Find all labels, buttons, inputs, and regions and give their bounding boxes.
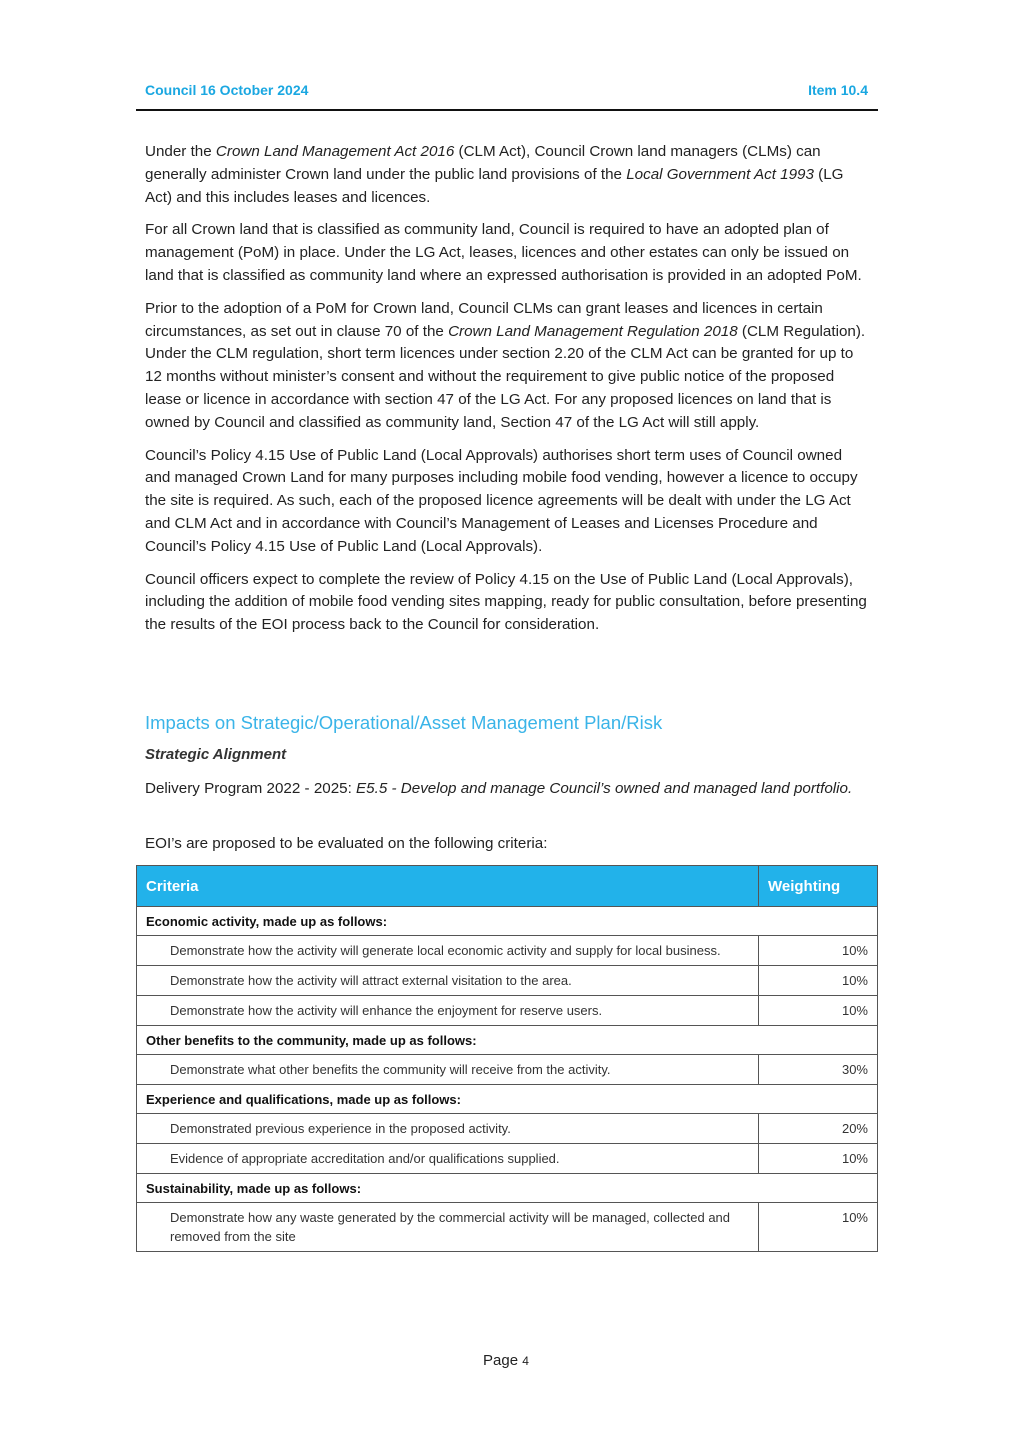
table-row bbox=[137, 1055, 878, 1085]
italic-text: E5.5 - Develop and manage Council’s owned and managed land portfolio. bbox=[356, 780, 853, 797]
criteria-item: Demonstrated previous experience in the proposed activity. bbox=[137, 1114, 759, 1144]
criteria-item: Demonstrate how the activity will generate local economic activity and supply for local business. bbox=[137, 936, 759, 966]
criteria-item: Evidence of appropriate accreditation and/or qualifications supplied. bbox=[137, 1144, 759, 1174]
page-number: 4 bbox=[522, 1354, 529, 1368]
criteria-group-label: Experience and qualifications, made up as follows: bbox=[137, 1085, 878, 1114]
paragraph-community-land: For all Crown land that is classified as community land, Council is required to have an adopted plan of management (PoM) in place. Under the LG Act, leases, licences and other estates can only be issued on land that is classified as community land where an expressed authorisation is provided in an adopted PoM. bbox=[145, 221, 862, 284]
page-header bbox=[145, 80, 877, 104]
table-row bbox=[137, 1114, 878, 1144]
subsection-heading: Strategic Alignment bbox=[145, 746, 287, 763]
criteria-weight: 10% bbox=[759, 936, 878, 966]
criteria-group-label: Other benefits to the community, made up as follows: bbox=[137, 1026, 878, 1055]
table-group-row bbox=[137, 1174, 878, 1203]
body-text bbox=[145, 141, 870, 647]
criteria-item: Demonstrate how the activity will enhance the enjoyment for reserve users. bbox=[137, 996, 759, 1026]
criteria-item: Demonstrate how any waste generated by the commercial activity will be managed, collected and removed from the site bbox=[137, 1203, 759, 1252]
table-row bbox=[137, 936, 878, 966]
text-run: Under the bbox=[145, 143, 216, 160]
section-heading: Impacts on Strategic/Operational/Asset Management Plan/Risk bbox=[145, 712, 663, 733]
header-divider bbox=[136, 109, 878, 111]
text-run: (LG Act) and this includes leases and licences. bbox=[145, 165, 844, 206]
criteria-group-label: Economic activity, made up as follows: bbox=[137, 907, 878, 936]
table-row bbox=[137, 996, 878, 1026]
criteria-column-header: Criteria bbox=[137, 866, 759, 907]
criteria-weight: 30% bbox=[759, 1055, 878, 1085]
criteria-weight: 20% bbox=[759, 1114, 878, 1144]
item-number-header: Item 10.4 bbox=[808, 82, 868, 98]
table-row bbox=[137, 1203, 878, 1252]
paragraph-eoi-intro: EOI’s are proposed to be evaluated on the following criteria: bbox=[145, 835, 548, 852]
paragraph-clm-regulation bbox=[145, 298, 870, 435]
text-run: (CLM Regulation). Under the CLM regulation, short term licences under section 2.20 of the CLM Act can be granted for up to 12 months without minister’s consent and without the requirement to give public notice of the proposed lease or licence in accordance with section 47 of the LG Act. For any proposed licences on land that is owned by Council and classified as community land, Section 47 of the LG Act will still apply. bbox=[145, 322, 866, 431]
paragraph-review: Council officers expect to complete the review of Policy 4.15 on the Use of Public Land (Local Approvals), including the addition of mobile food vending sites mapping, ready for public consultation, before presenting the results of the EOI process back to the Council for consideration. bbox=[145, 570, 867, 634]
italic-text: Local Government Act 1993 bbox=[626, 165, 814, 183]
text-run: Prior to the adoption of a PoM for Crown land, Council CLMs can grant leases and licences in certain circumstances, as set out in clause 70 of the bbox=[145, 299, 823, 340]
weighting-column-header: Weighting bbox=[759, 866, 878, 907]
paragraph-policy-415: Council’s Policy 4.15 Use of Public Land (Local Approvals) authorises short term uses of Council owned and managed Crown Land for many purposes including mobile food vending, however a licence to occupy the site is required. As such, each of the proposed licence agreements will be dealt with under the LG Act and CLM Act and in accordance with Council’s Management of Leases and Licenses Procedure and Council’s Policy 4.15 Use of Public Land (Local Approvals). bbox=[145, 446, 858, 555]
criteria-weight: 10% bbox=[759, 1144, 878, 1174]
criteria-weight: 10% bbox=[759, 996, 878, 1026]
page-footer bbox=[0, 1352, 1012, 1369]
italic-text: Crown Land Management Regulation 2018 bbox=[448, 322, 738, 340]
criteria-group-label: Sustainability, made up as follows: bbox=[137, 1174, 878, 1203]
table-group-row bbox=[137, 907, 878, 936]
text-run: Delivery Program 2022 - 2025: bbox=[145, 780, 357, 797]
table-row bbox=[137, 966, 878, 996]
page-label: Page bbox=[483, 1352, 519, 1369]
criteria-weight: 10% bbox=[759, 1203, 878, 1252]
meeting-date-header: Council 16 October 2024 bbox=[145, 82, 309, 98]
criteria-item: Demonstrate how the activity will attract external visitation to the area. bbox=[137, 966, 759, 996]
italic-text: Crown Land Management Act 2016 bbox=[215, 143, 455, 160]
table-header-row bbox=[137, 866, 878, 907]
table-group-row bbox=[137, 1026, 878, 1055]
criteria-item: Demonstrate what other benefits the community will receive from the activity. bbox=[137, 1055, 759, 1085]
criteria-table-body bbox=[137, 907, 878, 1252]
paragraph-clm-act bbox=[145, 141, 870, 209]
table-row bbox=[137, 1144, 878, 1174]
paragraph-delivery-program bbox=[145, 778, 870, 801]
criteria-table bbox=[136, 865, 878, 1252]
criteria-weight: 10% bbox=[759, 966, 878, 996]
table-group-row bbox=[137, 1085, 878, 1114]
text-run: (CLM Act), Council Crown land managers (CLMs) can generally administer Crown land under the public land provisions of the bbox=[145, 143, 821, 183]
